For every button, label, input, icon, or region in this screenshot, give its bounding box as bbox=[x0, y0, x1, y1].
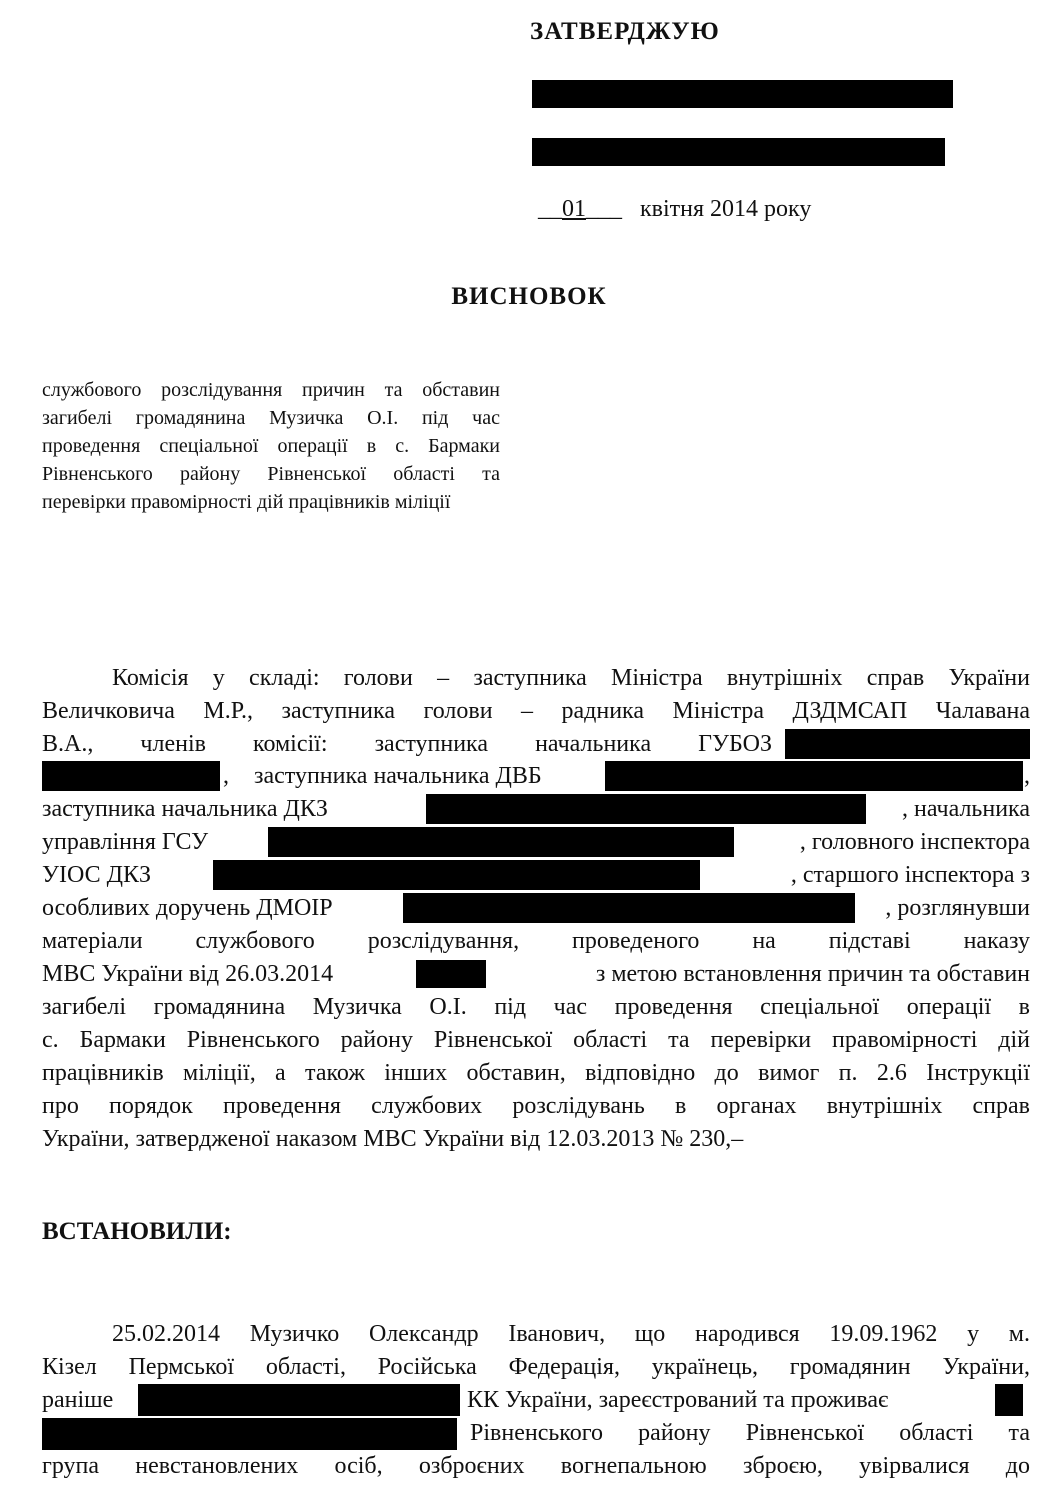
commission-line-7b: , старшого інспектора з bbox=[790, 862, 1030, 888]
redaction-member-1-cont bbox=[42, 761, 220, 791]
date-month-year: квітня 2014 року bbox=[640, 196, 812, 222]
commission-line-4b: заступника начальника ДВБ bbox=[254, 763, 542, 789]
redaction-member-3 bbox=[426, 794, 866, 824]
commission-line-8a: особливих доручень ДМОІР bbox=[42, 895, 333, 921]
facts-line-4: Рівненського району Рівненської області та bbox=[470, 1420, 1030, 1446]
facts-line-3b: КК України, зареєстрований та проживає bbox=[467, 1387, 889, 1413]
document-title: ВИСНОВОК bbox=[451, 283, 607, 310]
commission-line-15: України, затвердженої наказом МВС України від 12.03.2013 № 230,– bbox=[42, 1126, 744, 1152]
commission-line-6a: управління ГСУ bbox=[42, 829, 209, 855]
document-subject: службового розслідування причин та обставин загибелі громадянина Музичка О.І. під час проведення спеціальної операції в с. Бармаки Рівненського району Рівненської області та перевірки правомірності дій працівників міліції bbox=[42, 379, 500, 513]
redaction-member-2 bbox=[605, 761, 1023, 791]
redaction-order-number bbox=[416, 960, 486, 988]
date-suffix: ___ bbox=[586, 196, 622, 222]
commission-line-1: Комісія у складі: голови – заступника Міністра внутрішніх справ України bbox=[112, 665, 1030, 691]
commission-line-5a: заступника начальника ДКЗ bbox=[42, 796, 328, 822]
redaction-member-4 bbox=[268, 827, 734, 857]
commission-line-10a: МВС України від 26.03.2014 bbox=[42, 961, 334, 987]
redaction-approver-name bbox=[532, 138, 945, 166]
redaction-member-1 bbox=[785, 729, 1030, 759]
approval-date bbox=[538, 196, 811, 223]
commission-line-13: працівників міліції, а також інших обставин, відповідно до вимог п. 2.6 Інструкції bbox=[42, 1060, 1030, 1086]
established-heading: ВСТАНОВИЛИ: bbox=[42, 1218, 232, 1245]
commission-line-2: Величковича М.Р., заступника голови – радника Міністра ДЗДМСАП Чалавана bbox=[42, 698, 1030, 724]
facts-line-3a: раніше bbox=[42, 1387, 114, 1413]
commission-line-5b: , начальника bbox=[901, 796, 1030, 822]
commission-line-4c: , bbox=[1024, 763, 1030, 789]
redaction-member-5 bbox=[213, 860, 700, 890]
commission-line-11: загибелі громадянина Музичка О.І. під час проведення спеціальної операції в bbox=[42, 994, 1030, 1020]
commission-line-3: В.А., членів комісії: заступника начальника ГУБОЗ bbox=[42, 731, 772, 757]
commission-line-6b: , головного інспектора bbox=[799, 829, 1030, 855]
redaction-approver-position bbox=[532, 80, 953, 108]
redaction-member-6 bbox=[403, 893, 855, 923]
commission-line-9: матеріали службового розслідування, проведеного на підставі наказу bbox=[42, 928, 1030, 954]
commission-line-8b: , розглянувши bbox=[885, 895, 1030, 921]
commission-line-10b: з метою встановлення причин та обставин bbox=[595, 961, 1030, 987]
redaction-criminal-record bbox=[138, 1384, 460, 1416]
commission-line-4a: , bbox=[223, 763, 229, 789]
date-prefix: __ bbox=[538, 196, 562, 222]
redaction-address-2 bbox=[42, 1418, 457, 1450]
commission-line-14: про порядок проведення службових розслідувань в органах внутрішніх справ bbox=[42, 1093, 1030, 1119]
facts-line-1: 25.02.2014 Музичко Олександр Іванович, що народився 19.09.1962 у м. bbox=[112, 1321, 1030, 1347]
facts-line-5: група невстановлених осіб, озброєних вогнепальною зброєю, увірвалися до bbox=[42, 1453, 1030, 1479]
approval-heading: ЗАТВЕРДЖУЮ bbox=[530, 18, 720, 45]
redaction-address-1 bbox=[995, 1384, 1023, 1416]
commission-line-12: с. Бармаки Рівненського району Рівненської області та перевірки правомірності дій bbox=[42, 1027, 1030, 1053]
commission-line-7a: УІОС ДКЗ bbox=[42, 862, 152, 888]
facts-line-2: Кізел Пермської області, Російська Федерація, українець, громадянин України, bbox=[42, 1354, 1030, 1380]
date-day: 01 bbox=[562, 196, 586, 222]
